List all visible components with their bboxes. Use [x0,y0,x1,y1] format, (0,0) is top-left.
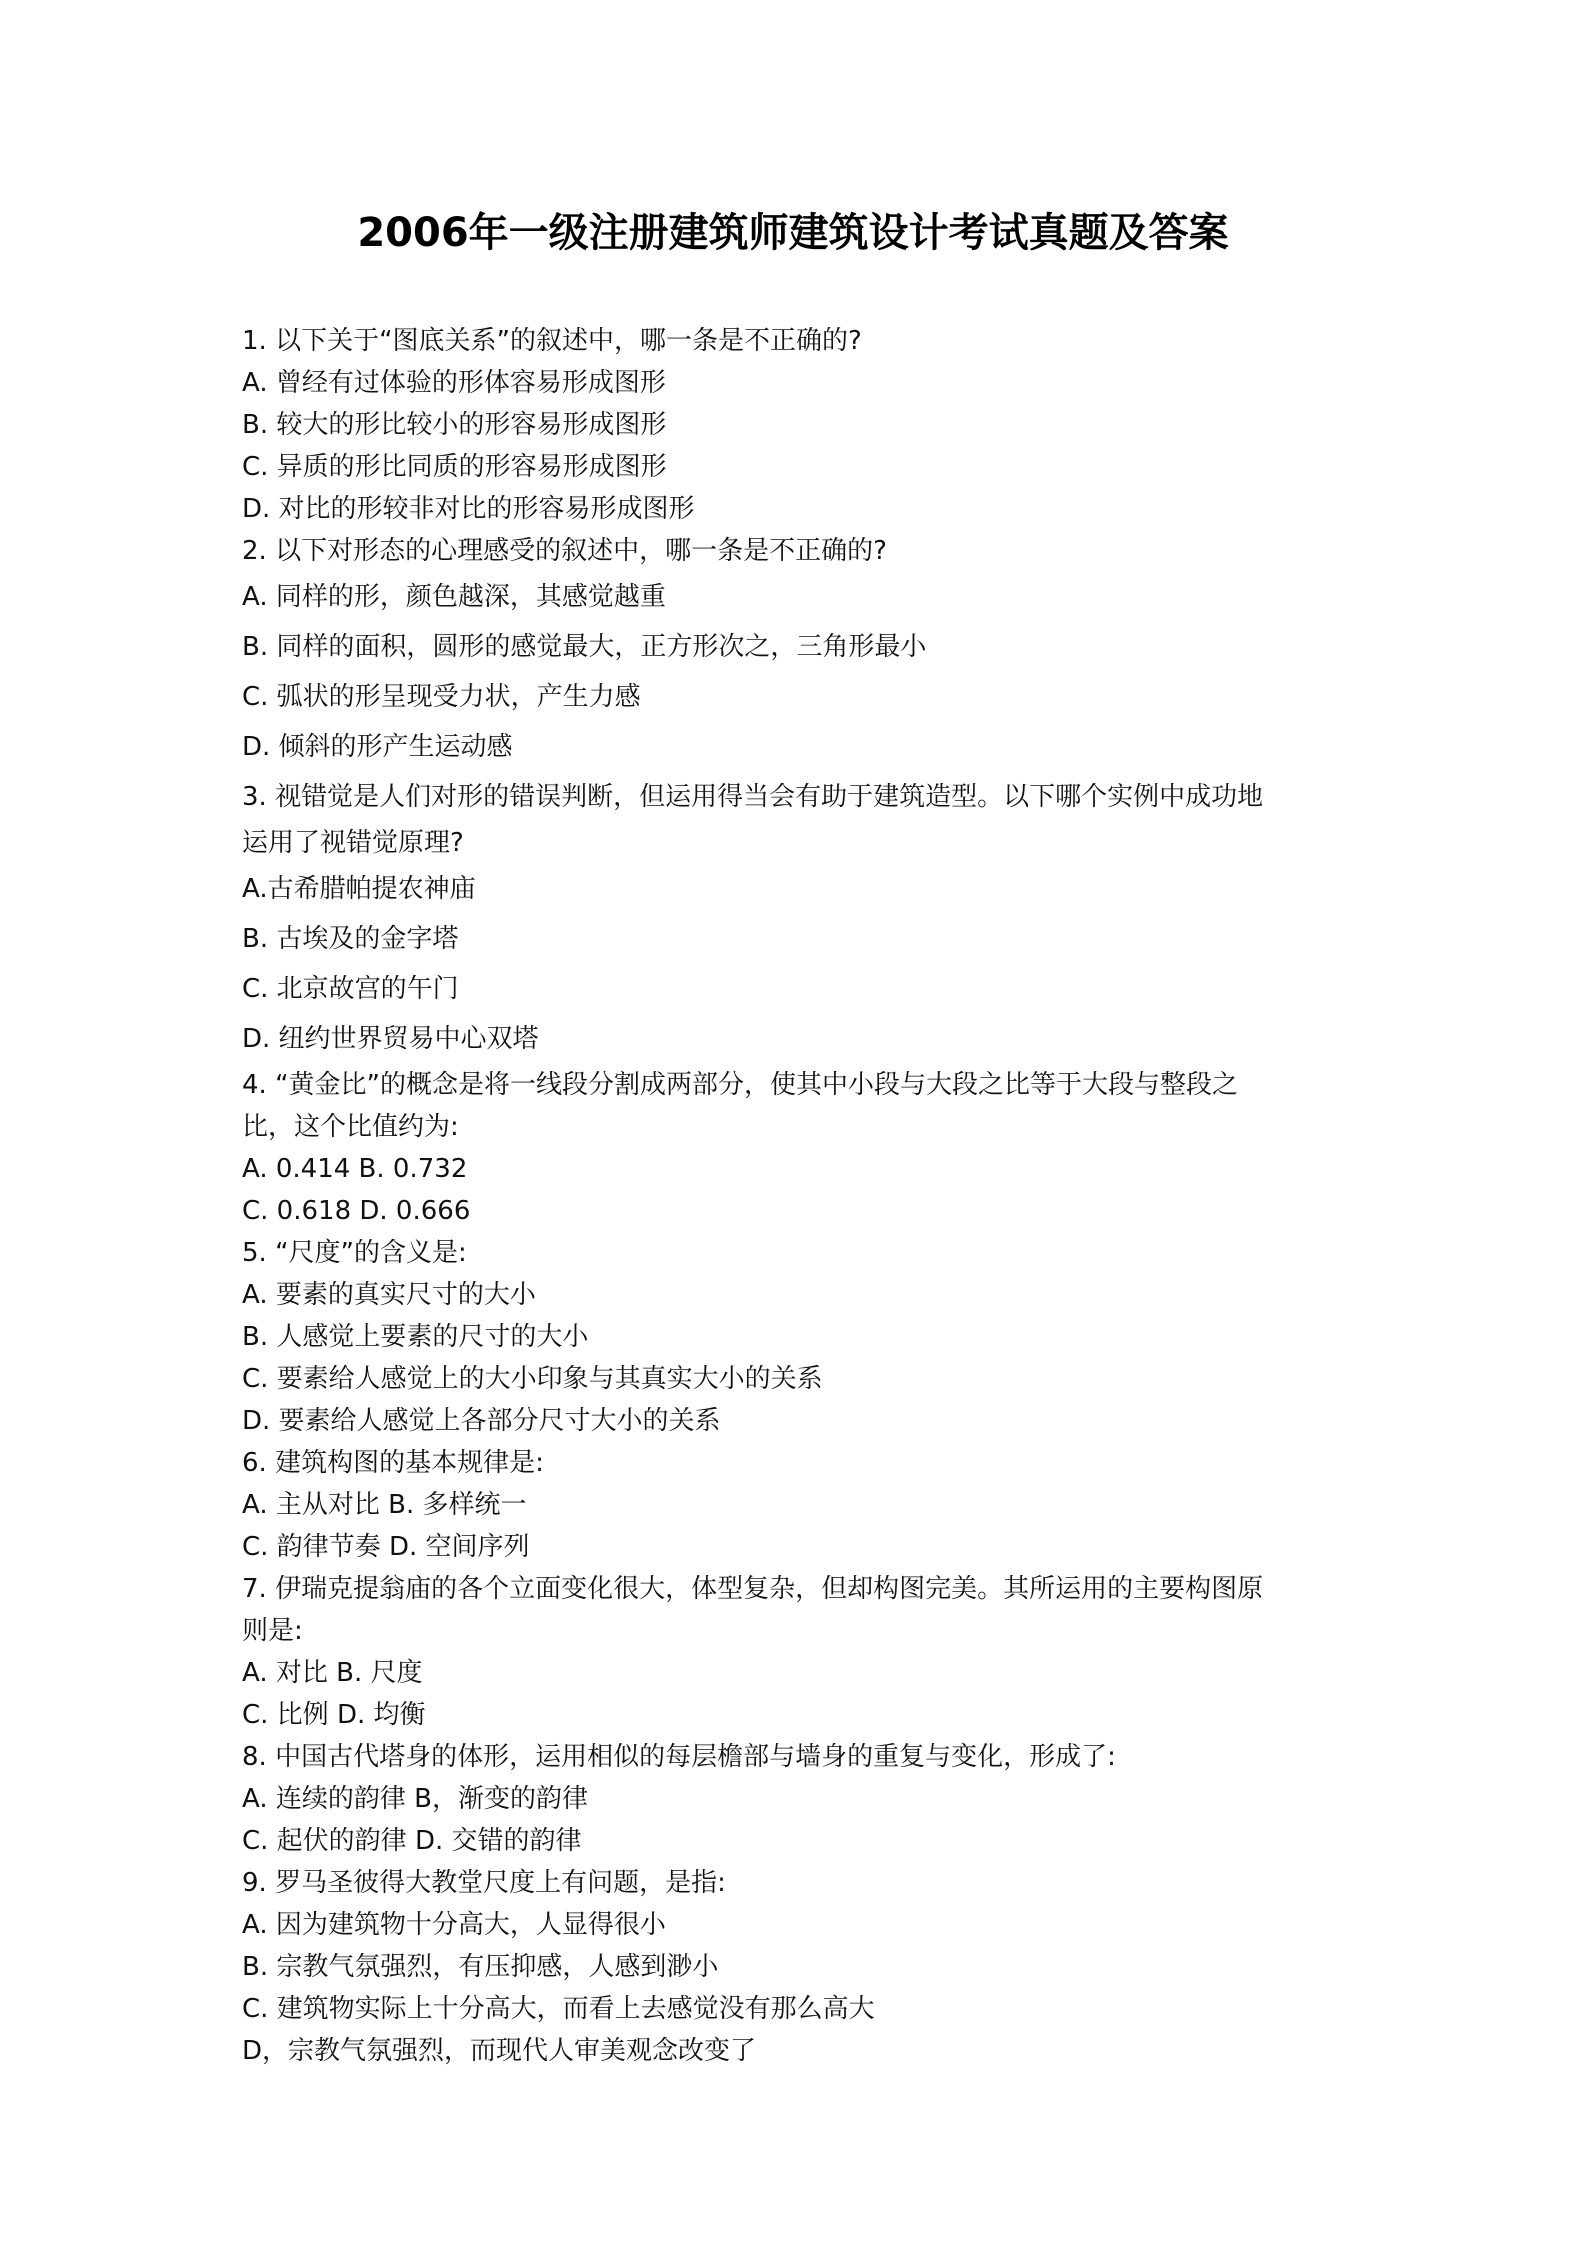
question-1-option-d: D. 对比的形较非对比的形容易形成图形 [242,494,695,524]
question-9-option-c: C. 建筑物实际上十分高大，而看上去感觉没有那么高大 [242,1994,875,2024]
question-2-stem: 2. 以下对形态的心理感受的叙述中，哪一条是不正确的? [242,536,887,566]
question-7-options-cd: C. 比例 D. 均衡 [242,1700,426,1730]
question-7-stem-line-2: 则是: [242,1616,303,1646]
question-8-stem: 8. 中国古代塔身的体形，运用相似的每层檐部与墙身的重复与变化，形成了: [242,1742,1116,1772]
question-4-stem-line-2: 比，这个比值约为: [242,1112,459,1142]
question-8-options-ab: A. 连续的韵律 B，渐变的韵律 [242,1784,588,1814]
question-2-option-c: C. 弧状的形呈现受力状，产生力感 [242,682,641,712]
question-5-option-d: D. 要素给人感觉上各部分尺寸大小的关系 [242,1406,721,1436]
question-3-option-a: A.古希腊帕提农神庙 [242,874,476,904]
question-5-option-c: C. 要素给人感觉上的大小印象与其真实大小的关系 [242,1364,823,1394]
question-list [242,320,1364,2072]
question-2-option-b: B. 同样的面积，圆形的感觉最大，正方形次之，三角形最小 [242,632,927,662]
question-1-option-a: A. 曾经有过体验的形体容易形成图形 [242,368,666,398]
question-9-stem: 9. 罗马圣彼得大教堂尺度上有问题，是指: [242,1868,726,1898]
question-4-options-ab: A. 0.414 B. 0.732 [242,1154,468,1184]
question-7-options-ab: A. 对比 B. 尺度 [242,1658,423,1688]
question-4-options-cd: C. 0.618 D. 0.666 [242,1196,471,1226]
question-9-option-d: D，宗教气氛强烈，而现代人审美观念改变了 [242,2036,757,2066]
question-7-stem-line-1: 7. 伊瑞克提翁庙的各个立面变化很大，体型复杂，但却构图完美。其所运用的主要构图原 [242,1574,1264,1604]
question-3-option-d: D. 纽约世界贸易中心双塔 [242,1024,539,1054]
question-5-stem: 5. “尺度”的含义是: [242,1238,467,1268]
question-8-options-cd: C. 起伏的韵律 D. 交错的韵律 [242,1826,582,1856]
question-5-option-a: A. 要素的真实尺寸的大小 [242,1280,536,1310]
question-9-option-a: A. 因为建筑物十分高大，人显得很小 [242,1910,666,1940]
question-2-option-a: A. 同样的形，颜色越深，其感觉越重 [242,582,666,612]
question-9-option-b: B. 宗教气氛强烈，有压抑感，人感到渺小 [242,1952,719,1982]
question-6-stem: 6. 建筑构图的基本规律是: [242,1448,544,1478]
question-3-option-b: B. 古埃及的金字塔 [242,924,459,954]
question-6-options-cd: C. 韵律节奏 D. 空间序列 [242,1532,530,1562]
document-title: 2006年一级注册建筑师建筑设计考试真题及答案 [357,210,1229,256]
question-1-option-c: C. 异质的形比同质的形容易形成图形 [242,452,667,482]
question-3-option-c: C. 北京故宫的午门 [242,974,459,1004]
question-2-option-d: D. 倾斜的形产生运动感 [242,732,513,762]
question-3-stem-line-1: 3. 视错觉是人们对形的错误判断，但运用得当会有助于建筑造型。以下哪个实例中成功地 [242,782,1264,812]
question-6-options-ab: A. 主从对比 B. 多样统一 [242,1490,527,1520]
question-4-stem-line-1: 4. “黄金比”的概念是将一线段分割成两部分，使其中小段与大段之比等于大段与整段之 [242,1070,1239,1100]
question-3-stem-line-2: 运用了视错觉原理? [242,828,464,858]
question-1-stem: 1. 以下关于“图底关系”的叙述中，哪一条是不正确的? [242,326,862,356]
question-1-option-b: B. 较大的形比较小的形容易形成图形 [242,410,667,440]
question-5-option-b: B. 人感觉上要素的尺寸的大小 [242,1322,589,1352]
